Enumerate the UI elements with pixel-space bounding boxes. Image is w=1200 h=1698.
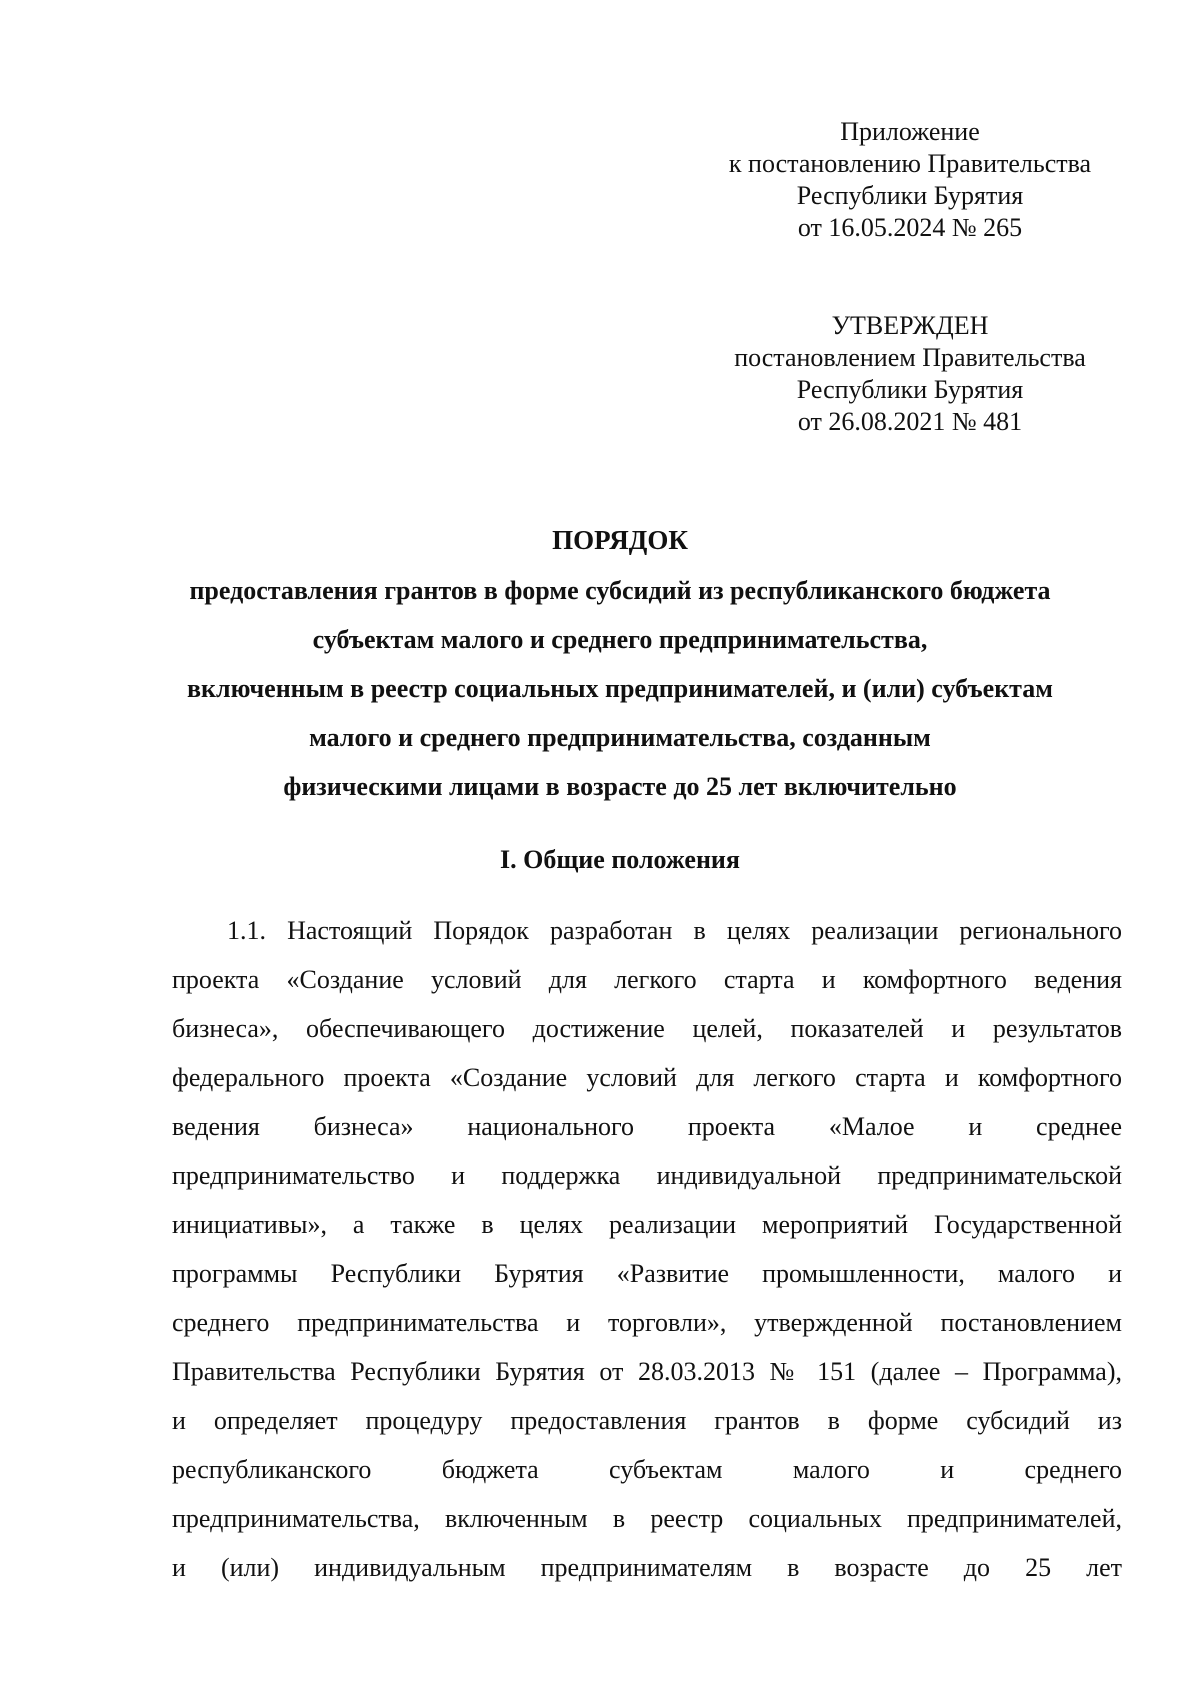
appendix-line-1: Приложение: [840, 117, 980, 146]
paragraph-line: 1.1. Настоящий Порядок разработан в целях реализации регионального: [227, 916, 1122, 945]
paragraph-line: среднего предпринимательства и торговли», утвержденной постановлением: [172, 1308, 1122, 1337]
paragraph-line: Правительства Республики Бурятия от 28.03.2013 № 151 (далее – Программа),: [172, 1357, 1122, 1386]
title-line: предоставления грантов в форме субсидий из республиканского бюджета: [189, 576, 1051, 605]
paragraph-line: проекта «Создание условий для легкого старта и комфортного ведения: [172, 965, 1122, 994]
approved-stamp: [700, 310, 1120, 438]
paragraph-line: и (или) индивидуальным предпринимателям в возрасте до 25 лет: [172, 1553, 1122, 1582]
paragraph-line: предпринимательства, включенным в реестр социальных предпринимателей,: [172, 1504, 1122, 1533]
approved-line-3: Республики Бурятия: [796, 375, 1024, 404]
paragraph-line: ведения бизнеса» национального проекта «Малое и среднее: [172, 1112, 1122, 1141]
section-heading: I. Общие положения: [500, 845, 740, 874]
paragraph-line: программы Республики Бурятия «Развитие промышленности, малого и: [172, 1259, 1122, 1288]
paragraph-line: и определяет процедуру предоставления грантов в форме субсидий из: [172, 1406, 1122, 1435]
appendix-line-2: к постановлению Правительства: [728, 149, 1092, 178]
paragraph-line: предпринимательство и поддержка индивидуальной предпринимательской: [172, 1161, 1122, 1190]
title-line: включенным в реестр социальных предпринимателей, и (или) субъектам: [187, 674, 1053, 703]
title-line: физическими лицами в возрасте до 25 лет включительно: [283, 772, 957, 801]
title-line: субъектам малого и среднего предпринимательства,: [312, 625, 928, 654]
approved-line-2: постановлением Правительства: [734, 343, 1086, 372]
appendix-line-4: от 16.05.2024 № 265: [797, 213, 1023, 242]
paragraph-line: инициативы», а также в целях реализации мероприятий Государственной: [172, 1210, 1122, 1239]
title-main: ПОРЯДОК: [552, 525, 688, 555]
paragraph-1-1: [172, 906, 1122, 1592]
appendix-line-3: Республики Бурятия: [796, 181, 1024, 210]
approved-line-1: УТВЕРЖДЕН: [831, 311, 989, 340]
appendix-stamp: [700, 116, 1120, 244]
paragraph-line: бизнеса», обеспечивающего достижение целей, показателей и результатов: [172, 1014, 1122, 1043]
title-line: малого и среднего предпринимательства, созданным: [309, 723, 931, 752]
paragraph-line: федерального проекта «Создание условий для легкого старта и комфортного: [172, 1063, 1122, 1092]
approved-line-4: от 26.08.2021 № 481: [797, 407, 1023, 436]
paragraph-line: республиканского бюджета субъектам малого и среднего: [172, 1455, 1122, 1484]
document-title: [140, 518, 1100, 811]
title-subtitle: [140, 566, 1100, 811]
